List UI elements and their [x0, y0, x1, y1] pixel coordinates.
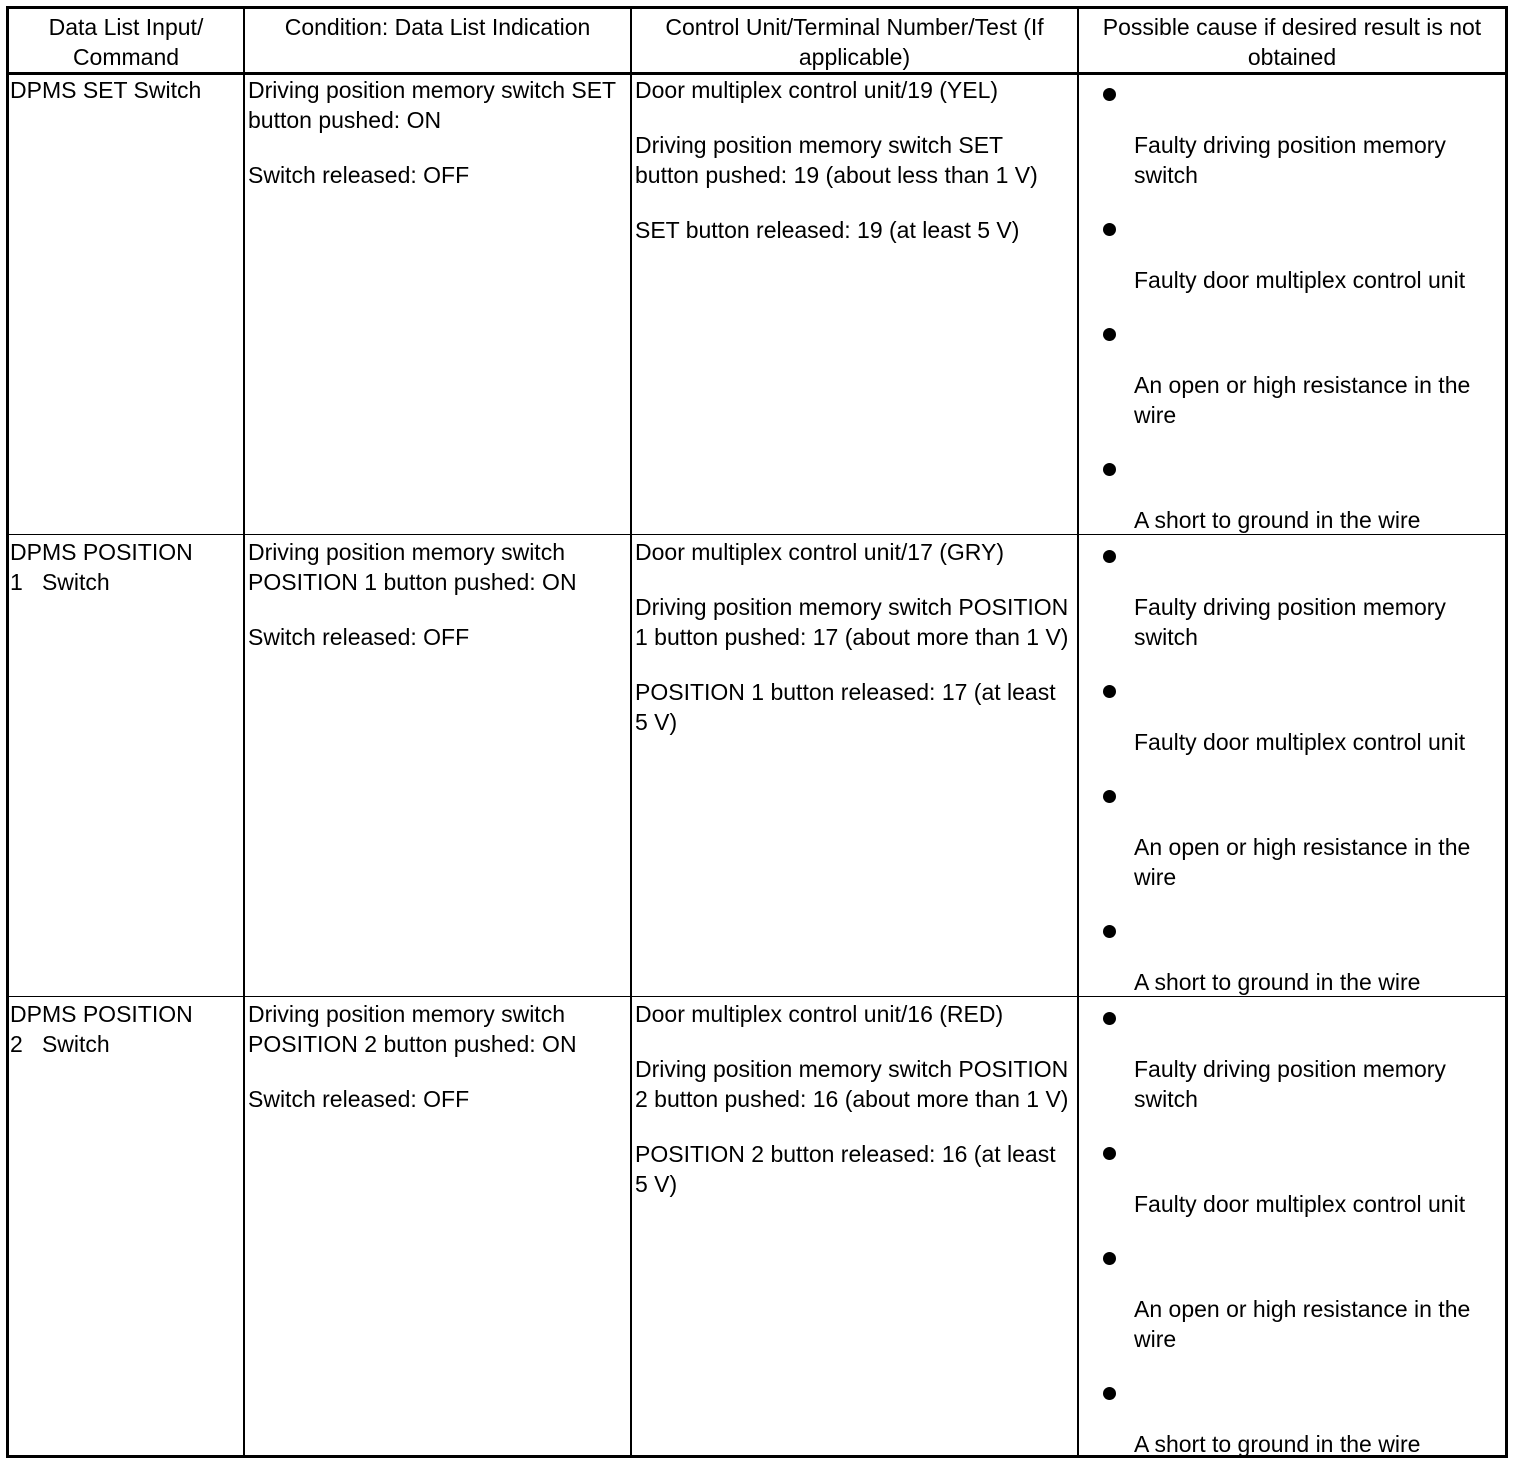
- test-text: Driving position memory switch POSITION 1 button pushed: 17 (about more than 1 V): [635, 594, 1069, 650]
- condition-text: Driving position memory switch SET button pushed: ON: [248, 77, 616, 133]
- cause-text: A short to ground in the wire: [1134, 969, 1421, 995]
- command-text: DPMS POSITION: [10, 1001, 193, 1027]
- cause-text: Faulty door multiplex control unit: [1134, 267, 1466, 293]
- column-divider: [243, 9, 245, 1455]
- condition-cell: [248, 999, 626, 1139]
- cause-cell: [1080, 537, 1505, 995]
- command-cell: [10, 999, 240, 1059]
- command-cell: [10, 537, 240, 597]
- condition-text: Driving position memory switch POSITION 2 button pushed: ON: [248, 1001, 577, 1057]
- bullet-icon: [1103, 463, 1116, 476]
- header-condition: Condition: Data List Indication: [284, 14, 591, 40]
- bullet-icon: [1103, 1147, 1116, 1160]
- cause-text: An open or high resistance in the wire: [1134, 1296, 1471, 1352]
- test-text: POSITION 1 button released: 17 (at least 5 V): [635, 679, 1056, 735]
- test-text: Door multiplex control unit/19 (YEL): [635, 77, 999, 103]
- cause-text: Faulty driving position memory switch: [1134, 132, 1446, 188]
- bullet-icon: [1103, 1252, 1116, 1265]
- bullet-icon: [1103, 223, 1116, 236]
- cause-text: Faulty door multiplex control unit: [1134, 729, 1466, 755]
- cause-text: Faulty driving position memory switch: [1134, 1056, 1446, 1112]
- condition-cell: [248, 537, 626, 677]
- bullet-icon: [1103, 88, 1116, 101]
- test-text: POSITION 2 button released: 16 (at least 5 V): [635, 1141, 1056, 1197]
- column-divider: [1077, 9, 1079, 1455]
- command-text: 1 Switch: [10, 569, 110, 595]
- command-text: 2 Switch: [10, 1031, 110, 1057]
- bullet-icon: [1103, 550, 1116, 563]
- header-command: Data List Input/ Command: [48, 14, 204, 70]
- test-cell: [635, 999, 1073, 1224]
- header-cause: Possible cause if desired result is not obtained: [1102, 14, 1482, 70]
- test-text: Driving position memory switch POSITION 2 button pushed: 16 (about more than 1 V): [635, 1056, 1069, 1112]
- test-text: Door multiplex control unit/17 (GRY): [635, 539, 1004, 565]
- bullet-icon: [1103, 790, 1116, 803]
- row-divider: [9, 534, 1505, 535]
- header-test: Control Unit/Terminal Number/Test (If applicable): [665, 14, 1044, 70]
- diagnostic-table: [6, 6, 1508, 1458]
- cause-text: A short to ground in the wire: [1134, 1431, 1421, 1457]
- command-text: DPMS SET Switch: [10, 77, 202, 103]
- cause-text: A short to ground in the wire: [1134, 507, 1421, 533]
- condition-text: Switch released: OFF: [248, 162, 470, 188]
- cause-text: Faulty door multiplex control unit: [1134, 1191, 1466, 1217]
- condition-cell: [248, 75, 626, 215]
- column-divider: [630, 9, 632, 1455]
- cause-text: An open or high resistance in the wire: [1134, 834, 1471, 890]
- command-cell: [10, 75, 240, 105]
- test-text: Driving position memory switch SET button pushed: 19 (about less than 1 V): [635, 132, 1038, 188]
- bullet-icon: [1103, 685, 1116, 698]
- cause-cell: [1080, 75, 1505, 533]
- command-text: DPMS POSITION: [10, 539, 193, 565]
- test-cell: [635, 75, 1073, 270]
- test-text: SET button released: 19 (at least 5 V): [635, 217, 1020, 243]
- cause-cell: [1080, 999, 1505, 1457]
- bullet-icon: [1103, 925, 1116, 938]
- condition-text: Driving position memory switch POSITION 1 button pushed: ON: [248, 539, 577, 595]
- bullet-icon: [1103, 1012, 1116, 1025]
- cause-text: Faulty driving position memory switch: [1134, 594, 1446, 650]
- test-text: Door multiplex control unit/16 (RED): [635, 1001, 1004, 1027]
- row-divider: [9, 996, 1505, 997]
- test-cell: [635, 537, 1073, 762]
- condition-text: Switch released: OFF: [248, 1086, 470, 1112]
- cause-text: An open or high resistance in the wire: [1134, 372, 1471, 428]
- condition-text: Switch released: OFF: [248, 624, 470, 650]
- bullet-icon: [1103, 1387, 1116, 1400]
- bullet-icon: [1103, 328, 1116, 341]
